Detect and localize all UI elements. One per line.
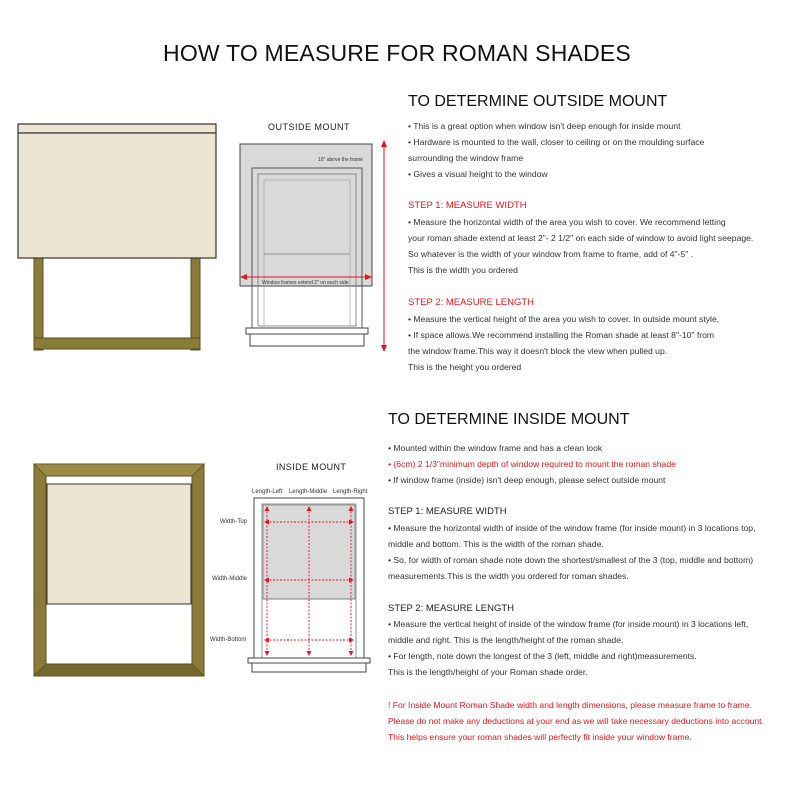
outside-mount-diagram — [236, 140, 396, 355]
outside-window-frame-left — [34, 254, 43, 350]
inside-step2-title: STEP 2: MEASURE LENGTH — [388, 603, 514, 614]
outside-shade-rect — [240, 144, 372, 286]
inside-step1-line: measurements.This is the width you ordered for roman shades. — [388, 571, 629, 581]
inside-bullets — [388, 440, 676, 488]
outside-step1-line: This is the width you ordered — [408, 265, 518, 275]
inside-mount-illustration — [34, 464, 204, 679]
page-title: HOW TO MEASURE FOR ROMAN SHADES — [163, 40, 631, 66]
inside-step2-line: • Measure the vertical height of inside of the window frame (for inside mount) in 3 locations left, — [388, 619, 749, 629]
inside-step2-line: This is the length/height of your Roman shade order. — [388, 667, 588, 677]
width-middle-label: Width-Middle — [212, 576, 248, 582]
inside-step1-line: middle and bottom. This is the width of the roman shade. — [388, 539, 604, 549]
inside-step2-text — [388, 616, 748, 680]
outside-bullet: • This is a great option when window isn't deep enough for inside mount — [408, 121, 681, 131]
inside-bullet: • If window frame (inside) isn't deep enough, please select outside mount — [388, 475, 666, 485]
above-frame-note: 10" above the frame — [318, 157, 363, 163]
inside-step1-text — [388, 520, 755, 584]
outside-bullet: • Gives a visual height to the window — [408, 169, 548, 179]
outside-bullets — [408, 118, 704, 182]
outside-bullet: surrounding the window frame — [408, 153, 524, 163]
outside-shade-body — [18, 133, 216, 258]
inside-heading: TO DETERMINE INSIDE MOUNT — [388, 411, 630, 428]
outside-window-sill-base — [250, 334, 364, 346]
outside-step2-text — [408, 311, 719, 375]
inside-frame-bevel-top — [34, 464, 204, 476]
width-top-label: Width-Top — [220, 519, 248, 525]
width-bottom-arrow-head-right — [349, 638, 354, 643]
outside-step1-text — [408, 214, 753, 278]
extend-note: Window frames extend 2" on each side — [262, 280, 349, 286]
inside-shade-body — [47, 484, 191, 604]
length-right-label: Length-Right — [333, 489, 368, 495]
width-bottom-arrow-head-left — [264, 638, 269, 643]
inside-step1-title: STEP 1: MEASURE WIDTH — [388, 506, 507, 517]
outside-height-arrow-top — [381, 140, 387, 147]
inside-diagram-sill-base — [252, 663, 366, 672]
outside-step1-line: So whatever is the width of your window from frame to frame, add of 4"-5" . — [408, 249, 694, 259]
outside-shade-headrail — [18, 124, 216, 133]
length-middle-arrow-head-bottom — [307, 651, 312, 656]
inside-diagram-sill — [248, 658, 370, 663]
outside-step2-title: STEP 2: MEASURE LENGTH — [408, 297, 534, 308]
outside-window-frame-bottom — [34, 338, 200, 349]
outside-step2-line: • Measure the vertical height of the area you wish to cover. In outside mount style, — [408, 314, 720, 324]
outside-bullet: • Hardware is mounted to the wall, closer to ceiling or on the moulding surface — [408, 137, 705, 147]
outside-step1-line: your roman shade extend at least 2"- 2 1/2" on each side of window to avoid light seepage. — [408, 233, 754, 243]
inside-step1-line: • Measure the horizontal width of inside of the window frame (for inside mount) in 3 locations top, — [388, 523, 756, 533]
outside-height-arrow-bottom — [381, 345, 387, 352]
inside-bullet: • Mounted within the window frame and has a clean look — [388, 443, 603, 453]
inside-step2-line: • For length, note down the longest of the 3 (left, middle and right)measurements. — [388, 651, 697, 661]
outside-step2-line: the window frame.This way it doesn't block the view when pulled up. — [408, 346, 668, 356]
inside-note: This helps ensure your roman shades will perfectly fit inside your window frame. — [388, 732, 692, 742]
outside-step2-line: This is the height you ordered — [408, 362, 522, 372]
inside-step2-line: middle and right. This is the length/height of the roman shade. — [388, 635, 624, 645]
width-bottom-label: Width-Bottom — [210, 637, 247, 643]
outside-window-frame-right — [191, 254, 200, 350]
outside-step2-line: • If space allows.We recommend installing the Roman shade at least 8"-10" from — [408, 330, 715, 340]
inside-notes — [388, 697, 764, 745]
inside-bullet-depth: • (6cm) 2 1/3"minimum depth of window required to mount the roman shade — [388, 459, 676, 469]
length-left-label: Length-Left — [252, 489, 283, 495]
outside-heading: TO DETERMINE OUTSIDE MOUNT — [408, 93, 668, 110]
inside-mount-diagram — [246, 494, 376, 679]
inside-mount-label: INSIDE MOUNT — [276, 462, 347, 472]
inside-note: ! For Inside Mount Roman Shade width and length dimensions, please measure frame to frame. — [388, 700, 752, 710]
outside-mount-label: OUTSIDE MOUNT — [268, 122, 350, 132]
length-right-arrow-head-bottom — [349, 651, 354, 656]
length-left-arrow-head-bottom — [265, 651, 270, 656]
inside-frame-bevel-bottom — [34, 664, 204, 676]
length-middle-label: Length-Middle — [289, 489, 328, 495]
inside-step1-line: • So, for width of roman shade note down the shortest/smallest of the 3 (top, middle and bottom) — [388, 555, 754, 565]
outside-step1-line: • Measure the horizontal width of the area you wish to cover. We recommend letting — [408, 217, 726, 227]
outside-window-sill — [246, 328, 368, 334]
outside-step1-title: STEP 1: MEASURE WIDTH — [408, 200, 527, 211]
outside-mount-illustration — [34, 124, 224, 354]
inside-note: Please do not make any deductions at your end as we will take necessary deductions into account. — [388, 716, 764, 726]
